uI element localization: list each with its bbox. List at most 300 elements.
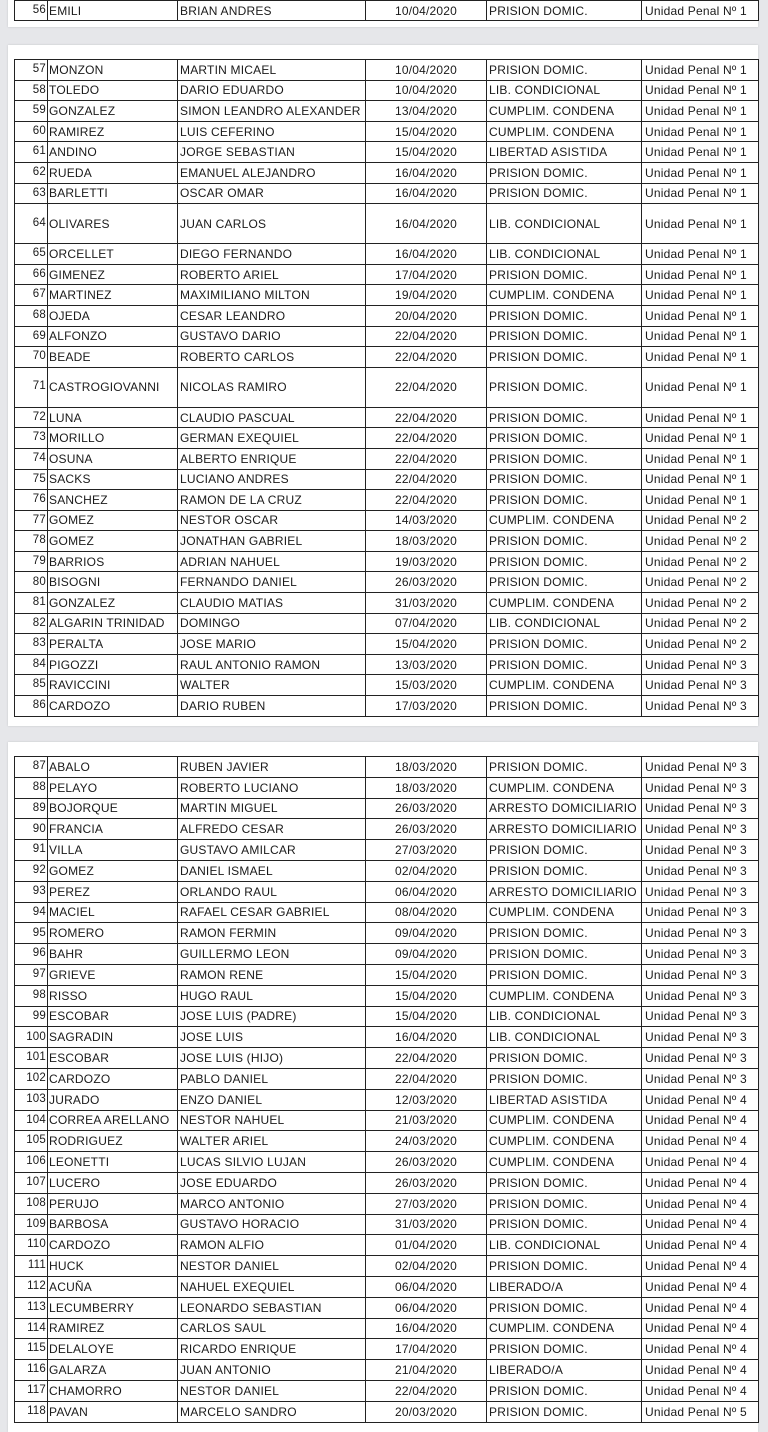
first-name-cell: RAMON FERMIN [178,923,366,944]
first-name-cell: NICOLAS RAMIRO [178,367,366,407]
status-cell: CUMPLIM. CONDENA [487,1152,642,1173]
row-number: 69 [15,326,48,347]
date-cell: 22/04/2020 [366,326,487,347]
last-name-cell: GOMEZ [48,531,178,552]
date-cell: 24/03/2020 [366,1131,487,1152]
first-name-cell: MARCELO SANDRO [178,1401,366,1422]
table-row [15,285,759,306]
first-name-cell: HUGO RAUL [178,985,366,1006]
status-cell: PRISION DOMIC. [487,183,642,204]
last-name-cell: GONZALEZ [48,101,178,122]
unit-cell: Unidad Penal Nº 2 [642,593,759,614]
first-name-cell: SIMON LEANDRO ALEXANDER [178,101,366,122]
first-name-cell: OSCAR OMAR [178,183,366,204]
status-cell: PRISION DOMIC. [487,923,642,944]
status-cell: PRISION DOMIC. [487,1214,642,1235]
date-cell: 16/04/2020 [366,204,487,244]
table-row [15,1006,759,1027]
row-number: 112 [15,1276,48,1297]
last-name-cell: LUNA [48,407,178,428]
first-name-cell: RICARDO ENRIQUE [178,1339,366,1360]
unit-cell: Unidad Penal Nº 2 [642,572,759,593]
date-cell: 22/04/2020 [366,367,487,407]
status-cell: CUMPLIM. CONDENA [487,1318,642,1339]
first-name-cell: RAFAEL CESAR GABRIEL [178,902,366,923]
last-name-cell: BISOGNI [48,572,178,593]
status-cell: PRISION DOMIC. [487,305,642,326]
unit-cell: Unidad Penal Nº 3 [642,696,759,717]
first-name-cell: MARCO ANTONIO [178,1193,366,1214]
first-name-cell: LUIS CEFERINO [178,121,366,142]
status-cell: PRISION DOMIC. [487,469,642,490]
last-name-cell: MORILLO [48,428,178,449]
unit-cell: Unidad Penal Nº 3 [642,881,759,902]
first-name-cell: GUSTAVO HORACIO [178,1214,366,1235]
unit-cell: Unidad Penal Nº 3 [642,840,759,861]
unit-cell: Unidad Penal Nº 3 [642,860,759,881]
date-cell: 19/04/2020 [366,285,487,306]
row-number: 109 [15,1214,48,1235]
first-name-cell: RAUL ANTONIO RAMON [178,654,366,675]
table-row [15,1318,759,1339]
last-name-cell: BOJORQUE [48,798,178,819]
date-cell: 18/03/2020 [366,531,487,552]
unit-cell: Unidad Penal Nº 3 [642,964,759,985]
unit-cell: Unidad Penal Nº 1 [642,142,759,163]
status-cell: CUMPLIM. CONDENA [487,777,642,798]
status-cell: PRISION DOMIC. [487,1339,642,1360]
table-row [15,367,759,407]
row-number: 70 [15,347,48,368]
row-number: 91 [15,840,48,861]
last-name-cell: BAHR [48,944,178,965]
last-name-cell: OJEDA [48,305,178,326]
first-name-cell: GUSTAVO DARIO [178,326,366,347]
status-cell: CUMPLIM. CONDENA [487,1131,642,1152]
table-row [15,347,759,368]
unit-cell: Unidad Penal Nº 4 [642,1172,759,1193]
unit-cell: Unidad Penal Nº 3 [642,985,759,1006]
unit-cell: Unidad Penal Nº 4 [642,1318,759,1339]
table-row [15,1027,759,1048]
first-name-cell: PABLO DANIEL [178,1068,366,1089]
date-cell: 26/03/2020 [366,798,487,819]
status-cell: PRISION DOMIC. [487,264,642,285]
unit-cell: Unidad Penal Nº 4 [642,1193,759,1214]
last-name-cell: PEREZ [48,881,178,902]
first-name-cell: RAMON DE LA CRUZ [178,490,366,511]
table-row [15,80,759,101]
unit-cell: Unidad Penal Nº 1 [642,469,759,490]
date-cell: 15/03/2020 [366,675,487,696]
first-name-cell: DOMINGO [178,613,366,634]
status-cell: LIBERTAD ASISTIDA [487,142,642,163]
row-number: 75 [15,469,48,490]
date-cell: 26/03/2020 [366,1172,487,1193]
last-name-cell: ORCELLET [48,244,178,265]
first-name-cell: JOSE LUIS (HIJO) [178,1048,366,1069]
last-name-cell: PELAYO [48,777,178,798]
date-cell: 07/04/2020 [366,613,487,634]
date-cell: 20/03/2020 [366,1401,487,1422]
date-cell: 17/03/2020 [366,696,487,717]
status-cell: PRISION DOMIC. [487,860,642,881]
status-cell: LIBERADO/A [487,1276,642,1297]
row-number: 83 [15,634,48,655]
first-name-cell: ENZO DANIEL [178,1089,366,1110]
last-name-cell: LECUMBERRY [48,1297,178,1318]
last-name-cell: PAVAN [48,1401,178,1422]
row-number: 77 [15,510,48,531]
row-number: 107 [15,1172,48,1193]
records-table-1-body [15,1,759,21]
page-fragment-top [8,0,758,27]
last-name-cell: HUCK [48,1256,178,1277]
status-cell: PRISION DOMIC. [487,1401,642,1422]
status-cell: ARRESTO DOMICILIARIO [487,798,642,819]
row-number: 89 [15,798,48,819]
first-name-cell: EMANUEL ALEJANDRO [178,162,366,183]
first-name-cell: JOSE LUIS (PADRE) [178,1006,366,1027]
last-name-cell: LUCERO [48,1172,178,1193]
first-name-cell: GUILLERMO LEON [178,944,366,965]
unit-cell: Unidad Penal Nº 1 [642,101,759,122]
unit-cell: Unidad Penal Nº 4 [642,1380,759,1401]
date-cell: 15/04/2020 [366,142,487,163]
last-name-cell: ESCOBAR [48,1006,178,1027]
date-cell: 01/04/2020 [366,1235,487,1256]
table-row [15,531,759,552]
unit-cell: Unidad Penal Nº 4 [642,1089,759,1110]
unit-cell: Unidad Penal Nº 3 [642,1048,759,1069]
date-cell: 26/03/2020 [366,1152,487,1173]
date-cell: 21/04/2020 [366,1360,487,1381]
first-name-cell: JORGE SEBASTIAN [178,142,366,163]
unit-cell: Unidad Penal Nº 1 [642,428,759,449]
row-number: 81 [15,593,48,614]
first-name-cell: CESAR LEANDRO [178,305,366,326]
unit-cell: Unidad Penal Nº 1 [642,162,759,183]
date-cell: 13/04/2020 [366,101,487,122]
row-number: 80 [15,572,48,593]
date-cell: 31/03/2020 [366,1214,487,1235]
row-number: 59 [15,101,48,122]
unit-cell: Unidad Penal Nº 4 [642,1297,759,1318]
row-number: 108 [15,1193,48,1214]
date-cell: 22/04/2020 [366,1068,487,1089]
last-name-cell: TOLEDO [48,80,178,101]
date-cell: 22/04/2020 [366,347,487,368]
last-name-cell: BARLETTI [48,183,178,204]
table-row [15,326,759,347]
table-row [15,881,759,902]
status-cell: CUMPLIM. CONDENA [487,101,642,122]
last-name-cell: RAMIREZ [48,1318,178,1339]
table-row [15,204,759,244]
status-cell: PRISION DOMIC. [487,367,642,407]
last-name-cell: MONZON [48,60,178,81]
last-name-cell: CORREA ARELLANO [48,1110,178,1131]
table-row [15,1068,759,1089]
unit-cell: Unidad Penal Nº 4 [642,1276,759,1297]
status-cell: LIBERADO/A [487,1360,642,1381]
row-number: 115 [15,1339,48,1360]
unit-cell: Unidad Penal Nº 1 [642,60,759,81]
last-name-cell: LEONETTI [48,1152,178,1173]
row-number: 74 [15,448,48,469]
first-name-cell: ROBERTO ARIEL [178,264,366,285]
last-name-cell: RUEDA [48,162,178,183]
status-cell: PRISION DOMIC. [487,1380,642,1401]
date-cell: 22/04/2020 [366,1048,487,1069]
unit-cell: Unidad Penal Nº 1 [642,80,759,101]
first-name-cell: WALTER ARIEL [178,1131,366,1152]
status-cell: CUMPLIM. CONDENA [487,1110,642,1131]
row-number: 104 [15,1110,48,1131]
status-cell: PRISION DOMIC. [487,1068,642,1089]
row-number: 65 [15,244,48,265]
row-number: 66 [15,264,48,285]
row-number: 117 [15,1380,48,1401]
date-cell: 19/03/2020 [366,551,487,572]
last-name-cell: SAGRADIN [48,1027,178,1048]
row-number: 106 [15,1152,48,1173]
row-number: 118 [15,1401,48,1422]
first-name-cell: ROBERTO CARLOS [178,347,366,368]
date-cell: 10/04/2020 [366,80,487,101]
status-cell: CUMPLIM. CONDENA [487,593,642,614]
first-name-cell: MARTIN MIGUEL [178,798,366,819]
last-name-cell: RAMIREZ [48,121,178,142]
unit-cell: Unidad Penal Nº 4 [642,1235,759,1256]
first-name-cell: LUCIANO ANDRES [178,469,366,490]
first-name-cell: NESTOR DANIEL [178,1380,366,1401]
status-cell: PRISION DOMIC. [487,944,642,965]
last-name-cell: GONZALEZ [48,593,178,614]
table-row [15,162,759,183]
row-number: 100 [15,1027,48,1048]
table-row [15,264,759,285]
date-cell: 22/04/2020 [366,469,487,490]
date-cell: 16/04/2020 [366,162,487,183]
date-cell: 26/03/2020 [366,572,487,593]
table-row [15,1380,759,1401]
table-row [15,1131,759,1152]
date-cell: 18/03/2020 [366,777,487,798]
last-name-cell: CARDOZO [48,1068,178,1089]
unit-cell: Unidad Penal Nº 1 [642,448,759,469]
row-number: 99 [15,1006,48,1027]
table-row [15,757,759,778]
row-number: 102 [15,1068,48,1089]
status-cell: LIB. CONDICIONAL [487,80,642,101]
table-row [15,696,759,717]
status-cell: PRISION DOMIC. [487,1172,642,1193]
first-name-cell: ROBERTO LUCIANO [178,777,366,798]
last-name-cell: MARTINEZ [48,285,178,306]
unit-cell: Unidad Penal Nº 1 [642,407,759,428]
row-number: 111 [15,1256,48,1277]
records-table-2 [14,59,759,717]
unit-cell: Unidad Penal Nº 1 [642,244,759,265]
last-name-cell: CHAMORRO [48,1380,178,1401]
status-cell: PRISION DOMIC. [487,840,642,861]
last-name-cell: FRANCIA [48,819,178,840]
table-row [15,572,759,593]
first-name-cell: WALTER [178,675,366,696]
date-cell: 13/03/2020 [366,654,487,675]
status-cell: PRISION DOMIC. [487,490,642,511]
table-row [15,101,759,122]
date-cell: 12/03/2020 [366,1089,487,1110]
status-cell: PRISION DOMIC. [487,1,642,21]
last-name-cell: ABALO [48,757,178,778]
last-name-cell: RODRIGUEZ [48,1131,178,1152]
status-cell: LIB. CONDICIONAL [487,1235,642,1256]
table-row [15,469,759,490]
date-cell: 22/04/2020 [366,448,487,469]
table-row [15,1276,759,1297]
status-cell: LIB. CONDICIONAL [487,613,642,634]
unit-cell: Unidad Penal Nº 3 [642,923,759,944]
date-cell: 20/04/2020 [366,305,487,326]
date-cell: 22/04/2020 [366,428,487,449]
row-number: 76 [15,490,48,511]
unit-cell: Unidad Penal Nº 1 [642,121,759,142]
unit-cell: Unidad Penal Nº 4 [642,1131,759,1152]
date-cell: 21/03/2020 [366,1110,487,1131]
first-name-cell: ALBERTO ENRIQUE [178,448,366,469]
last-name-cell: SACKS [48,469,178,490]
row-number: 92 [15,860,48,881]
first-name-cell: ALFREDO CESAR [178,819,366,840]
unit-cell: Unidad Penal Nº 1 [642,183,759,204]
table-row [15,1401,759,1422]
status-cell: PRISION DOMIC. [487,347,642,368]
unit-cell: Unidad Penal Nº 1 [642,285,759,306]
table-row [15,944,759,965]
unit-cell: Unidad Penal Nº 4 [642,1339,759,1360]
table-row [15,675,759,696]
row-number: 56 [15,1,48,21]
status-cell: CUMPLIM. CONDENA [487,675,642,696]
date-cell: 31/03/2020 [366,593,487,614]
first-name-cell: JUAN ANTONIO [178,1360,366,1381]
first-name-cell: NESTOR NAHUEL [178,1110,366,1131]
status-cell: PRISION DOMIC. [487,60,642,81]
unit-cell: Unidad Penal Nº 2 [642,551,759,572]
date-cell: 26/03/2020 [366,819,487,840]
last-name-cell: SANCHEZ [48,490,178,511]
table-row [15,490,759,511]
last-name-cell: ROMERO [48,923,178,944]
first-name-cell: GERMAN EXEQUIEL [178,428,366,449]
row-number: 57 [15,60,48,81]
table-row [15,121,759,142]
status-cell: LIB. CONDICIONAL [487,204,642,244]
first-name-cell: DIEGO FERNANDO [178,244,366,265]
unit-cell: Unidad Penal Nº 2 [642,613,759,634]
first-name-cell: CARLOS SAUL [178,1318,366,1339]
row-number: 94 [15,902,48,923]
unit-cell: Unidad Penal Nº 3 [642,1068,759,1089]
unit-cell: Unidad Penal Nº 3 [642,757,759,778]
date-cell: 22/04/2020 [366,1380,487,1401]
status-cell: PRISION DOMIC. [487,964,642,985]
table-row [15,1152,759,1173]
last-name-cell: MACIEL [48,902,178,923]
unit-cell: Unidad Penal Nº 3 [642,777,759,798]
date-cell: 22/04/2020 [366,490,487,511]
status-cell: PRISION DOMIC. [487,531,642,552]
status-cell: PRISION DOMIC. [487,162,642,183]
date-cell: 22/04/2020 [366,407,487,428]
table-row [15,860,759,881]
row-number: 113 [15,1297,48,1318]
last-name-cell: GOMEZ [48,510,178,531]
table-row [15,985,759,1006]
row-number: 67 [15,285,48,306]
date-cell: 15/04/2020 [366,634,487,655]
unit-cell: Unidad Penal Nº 3 [642,902,759,923]
status-cell: PRISION DOMIC. [487,407,642,428]
first-name-cell: DARIO EDUARDO [178,80,366,101]
first-name-cell: LEONARDO SEBASTIAN [178,1297,366,1318]
date-cell: 16/04/2020 [366,244,487,265]
date-cell: 15/04/2020 [366,985,487,1006]
row-number: 114 [15,1318,48,1339]
first-name-cell: DANIEL ISMAEL [178,860,366,881]
unit-cell: Unidad Penal Nº 3 [642,675,759,696]
last-name-cell: ESCOBAR [48,1048,178,1069]
unit-cell: Unidad Penal Nº 4 [642,1214,759,1235]
date-cell: 10/04/2020 [366,1,487,21]
first-name-cell: DARIO RUBEN [178,696,366,717]
first-name-cell: LUCAS SILVIO LUJAN [178,1152,366,1173]
table-row [15,244,759,265]
last-name-cell: BARBOSA [48,1214,178,1235]
last-name-cell: GOMEZ [48,860,178,881]
table-row [15,305,759,326]
table-row [15,840,759,861]
last-name-cell: GRIEVE [48,964,178,985]
table-row [15,819,759,840]
unit-cell: Unidad Penal Nº 4 [642,1110,759,1131]
unit-cell: Unidad Penal Nº 1 [642,326,759,347]
table-row [15,923,759,944]
unit-cell: Unidad Penal Nº 1 [642,305,759,326]
table-row [15,798,759,819]
table-row [15,613,759,634]
row-number: 72 [15,407,48,428]
unit-cell: Unidad Penal Nº 3 [642,654,759,675]
row-number: 61 [15,142,48,163]
date-cell: 17/04/2020 [366,264,487,285]
date-cell: 06/04/2020 [366,881,487,902]
date-cell: 10/04/2020 [366,60,487,81]
table-row [15,1214,759,1235]
date-cell: 06/04/2020 [366,1276,487,1297]
last-name-cell: ANDINO [48,142,178,163]
status-cell: LIB. CONDICIONAL [487,1027,642,1048]
last-name-cell: ALFONZO [48,326,178,347]
table-row [15,1048,759,1069]
first-name-cell: ADRIAN NAHUEL [178,551,366,572]
last-name-cell: ACUÑA [48,1276,178,1297]
row-number: 90 [15,819,48,840]
status-cell: CUMPLIM. CONDENA [487,902,642,923]
page-3 [8,742,758,1432]
